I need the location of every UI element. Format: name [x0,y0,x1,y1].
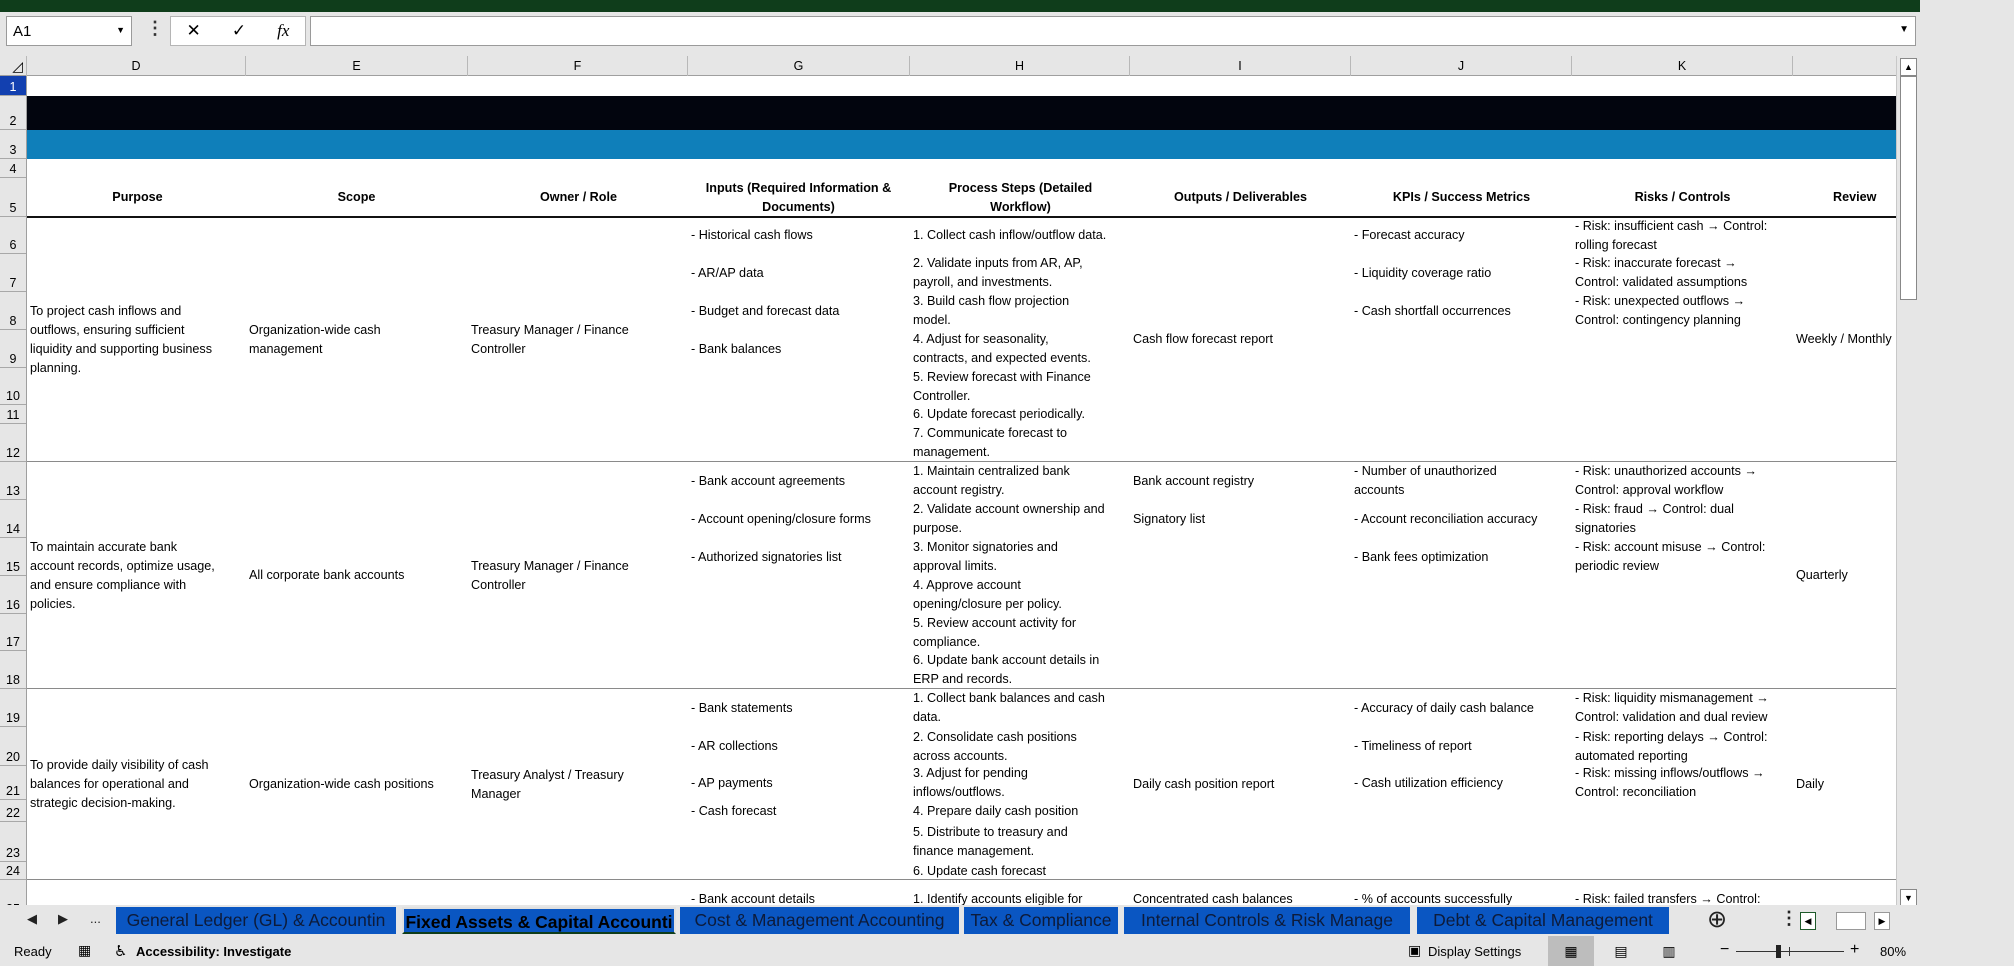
cell-text: - Risk: insufficient cash → Control: [1575,218,1768,233]
row-header[interactable]: 13 [0,462,26,500]
cell-kpis-item[interactable] [1351,500,1572,538]
scroll-down-icon[interactable]: ▼ [1900,889,1917,907]
cell-process-item[interactable] [910,614,1131,651]
next-sheet-icon[interactable]: ▶ [58,911,68,926]
cell-text: planning. [30,360,82,375]
row-header[interactable]: 15 [0,538,26,576]
cell-text: 4. Prepare daily cash position [913,803,1079,818]
cell-text: - Account opening/closure forms [691,511,871,526]
cell-inputs-item[interactable] [688,292,909,330]
cell-text: strategic decision-making. [30,796,176,810]
cell-text: accounts [1354,483,1405,497]
cell-risks-item[interactable] [1572,292,1793,330]
column-header-I[interactable]: I [1130,56,1351,76]
cell-text: opening/closure per policy. [913,597,1062,611]
title-band [27,96,1896,130]
cell-text: outflows, ensuring sufficient [30,322,185,337]
cell-text: across accounts. [913,748,1008,763]
cell-risks-item[interactable] [1572,538,1793,576]
cell-scope[interactable] [246,217,467,462]
cell-outputs-item[interactable] [1130,462,1351,500]
cell-outputs-item[interactable] [1130,500,1351,538]
cell-text: ERP and records. [913,672,1013,686]
cell-text: To maintain accurate bank [30,539,178,554]
select-all-button[interactable]: ◿ [0,56,27,76]
title-strip [0,0,1920,12]
row-header[interactable]: 3 [0,130,26,159]
cell-text: inflows/outflows. [913,785,1005,799]
cell-owner[interactable] [468,217,689,462]
cell-text: account records, optimize usage, [30,558,215,573]
cell-text: - Account reconciliation accuracy [1354,511,1538,526]
header-kpis [1351,178,1572,217]
cell-text: policies. [30,596,76,611]
cell-inputs-item[interactable] [688,766,909,800]
cell-inputs-item[interactable] [688,689,909,727]
header-scope [246,178,467,217]
cell-text: Daily [1796,777,1824,791]
cell-text: Treasury Manager / Finance [471,558,629,573]
page-break-view-icon[interactable]: ▥ [1662,943,1676,959]
cell-text: - Timeliness of report [1354,739,1472,753]
zoom-slider[interactable] [1736,951,1844,952]
cell-process-item[interactable] [910,500,1131,538]
status-mode: Ready [14,944,52,959]
row-header[interactable]: 14 [0,500,26,538]
column-header-K[interactable]: K [1572,56,1793,76]
column-header-J[interactable]: J [1351,56,1572,76]
cell-process-item[interactable] [910,330,1131,368]
row-header[interactable]: 2 [0,96,26,130]
cell-kpis-item[interactable] [1351,462,1572,500]
column-header-G[interactable]: G [688,56,910,76]
zoom-out-button[interactable]: − [1720,941,1730,958]
row-header[interactable]: 5 [0,178,26,217]
row-header[interactable]: 1 [0,76,26,96]
cell-text: finance management. [913,844,1035,858]
cell-text: - Authorized signatories list [691,549,842,564]
cell-owner[interactable] [468,462,689,689]
cell-outputs[interactable] [1130,689,1351,880]
cell-scope[interactable] [246,462,467,689]
sheet-tab[interactable]: Tax & Compliance [964,907,1120,934]
cell-text: - Number of unauthorized [1354,464,1497,478]
cell-process-item[interactable] [910,822,1131,862]
cell-risks-item[interactable] [1572,254,1793,292]
name-box-value: A1 [13,23,32,40]
cell-inputs-item[interactable] [688,727,909,766]
cell-text: - Risk: unauthorized accounts → [1575,464,1757,478]
cell-inputs-item[interactable] [688,462,909,500]
cell-process-item[interactable] [910,651,1131,689]
cell-text: management. [913,445,991,459]
cell-risks-item[interactable] [1572,766,1793,800]
row-header[interactable]: 10 [0,368,26,405]
cell-process-item[interactable] [910,727,1131,766]
macro-record-icon[interactable]: ▦ [78,942,92,958]
cell-text: Manager [471,786,521,801]
insert-function-icon[interactable]: fx [277,21,290,40]
zoom-slider-thumb[interactable] [1776,945,1781,958]
cell-risks-item[interactable] [1572,217,1793,254]
cell-text: - Cash utilization efficiency [1354,775,1503,790]
prev-sheet-icon[interactable]: ◀ [27,911,37,926]
cell-process-item[interactable] [910,368,1131,405]
cell-text: 2. Validate account ownership and [913,502,1105,516]
cell-text: - Forecast accuracy [1354,228,1465,242]
cell-text: Organization-wide cash positions [249,777,434,791]
cell-inputs-item[interactable] [688,500,909,538]
cell-text: signatories [1575,521,1636,535]
cell-text: - % of accounts successfully [1354,891,1513,906]
cell-text: Control: contingency planning [1575,313,1741,327]
cell-risks-item[interactable] [1572,727,1793,766]
cell-inputs-item[interactable] [688,254,909,292]
cell-kpis-item[interactable] [1351,727,1572,766]
row-header[interactable]: 6 [0,217,26,254]
cell-text: balances for operational and [30,777,189,791]
cell-text: Bank account registry [1133,473,1255,488]
cell-text: compliance. [913,634,981,649]
header-line: KPIs / Success Metrics [1392,190,1531,204]
worksheet-grid[interactable] [27,76,1896,905]
row-header[interactable]: 24 [0,862,26,880]
column-header-D[interactable]: D [27,56,246,76]
cell-purpose[interactable] [27,462,248,689]
cell-text: - AR collections [691,739,778,753]
more-sheets-button[interactable]: ... [90,911,101,926]
cell-text: periodic review [1575,559,1659,573]
header-line: Risks / Controls [1634,190,1731,204]
cell-process-item[interactable] [910,254,1131,292]
cell-text: - Accuracy of daily cash balance [1354,700,1534,715]
header-line: Outputs / Deliverables [1174,190,1307,204]
sheet-tab[interactable]: Internal Controls & Risk Manage [1124,907,1412,934]
cell-text: Control: reconciliation [1575,785,1697,799]
zoom-level[interactable]: 80% [1880,944,1907,959]
formula-buttons [170,16,306,46]
row-header[interactable]: 21 [0,766,26,800]
cell-text: 3. Adjust for pending [913,766,1028,780]
header-line: Process Steps (Detailed [948,180,1093,195]
cell-inputs-item[interactable] [688,800,909,822]
header-inputs [688,178,909,217]
tab-scroll-right-icon[interactable]: ▶ [1874,912,1890,930]
header-risks [1572,178,1793,217]
cell-text: 5. Distribute to treasury and [913,825,1068,839]
cell-text: Daily cash position report [1133,777,1275,791]
cell-text: 3. Build cash flow projection [913,294,1070,308]
cell-text: To project cash inflows and [30,303,182,318]
cell-text: - Risk: reporting delays → Control: [1575,729,1768,744]
cell-text: - Risk: account misuse → Control: [1575,540,1766,554]
cell-text: liquidity and supporting business [30,341,213,356]
cell-kpis-item[interactable] [1351,766,1572,800]
cell-text: Quarterly [1796,568,1848,582]
zoom-in-button[interactable]: + [1850,941,1860,958]
header-process [910,178,1131,217]
tab-scroll-box[interactable] [1836,912,1866,930]
cell-process-item[interactable] [910,292,1131,330]
cell-text: Concentrated cash balances [1133,891,1293,906]
cell-process-item[interactable] [910,462,1131,500]
cell-text: and ensure compliance with [30,577,187,592]
sheet-tab[interactable]: Fixed Assets & Capital Accounti [402,907,676,934]
header-line: Purpose [112,190,163,204]
cell-inputs-item[interactable] [688,217,909,254]
sheet-tab-bar [0,905,1920,936]
cell-text: - Risk: missing inflows/outflows → [1575,766,1765,780]
column-headers [0,56,1896,76]
scroll-up-icon[interactable]: ▲ [1900,58,1917,76]
header-line: Scope [337,190,376,204]
formula-input[interactable] [310,16,1916,46]
add-sheet-icon[interactable]: ⊕ [1707,906,1728,933]
cell-process-item[interactable] [910,576,1131,614]
cell-text: data. [913,710,942,724]
cell-text: - AP payments [691,775,773,790]
cell-process-item[interactable] [910,424,1131,462]
header-line: Documents) [762,199,835,214]
chevron-down-icon[interactable]: ▼ [116,25,125,35]
accessibility-icon[interactable]: ♿︎ [114,943,128,960]
column-header-H[interactable]: H [910,56,1130,76]
tab-options-icon[interactable]: ⋮ [1780,908,1798,928]
scrollbar-thumb[interactable] [1900,76,1917,300]
normal-view-icon[interactable]: ▦ [1548,936,1594,966]
cell-kpis-item[interactable] [1351,538,1572,576]
row-header[interactable]: 12 [0,424,26,462]
cell-text: 6. Update cash forecast [913,863,1047,878]
accessibility-status[interactable]: Accessibility: Investigate [136,944,292,959]
cell-text: - Budget and forecast data [691,303,840,318]
cell-text: - Bank account details [691,891,815,906]
header-purpose [27,178,248,217]
cell-text: 1. Maintain centralized bank [913,464,1070,478]
column-header-L[interactable] [1793,56,1897,76]
cell-text: - Risk: fraud → Control: dual [1575,502,1734,516]
cell-scope[interactable] [246,689,467,880]
cell-text: Treasury Analyst / Treasury [471,767,624,782]
sheet-tab[interactable]: Cost & Management Accounting [680,907,961,934]
header-line: Inputs (Required Information & [705,180,892,195]
enter-icon[interactable]: ✓ [231,21,247,40]
cell-text: To provide daily visibility of cash [30,758,209,772]
row-header[interactable]: 8 [0,292,26,330]
name-box[interactable] [6,16,132,46]
cell-text: model. [913,313,951,327]
row-header[interactable]: 11 [0,405,26,424]
cell-process-item[interactable] [910,405,1131,424]
cell-text: - Risk: failed transfers → Control: [1575,891,1761,906]
display-settings-button[interactable]: Display Settings [1428,944,1522,959]
row-header[interactable]: 22 [0,800,26,822]
header-line: Owner / Role [540,190,617,204]
cell-text: Treasury Manager / Finance [471,322,629,337]
cell-process-item[interactable] [910,766,1131,800]
page-layout-view-icon[interactable]: ▤ [1614,943,1628,959]
vertical-scrollbar[interactable] [1896,56,1920,905]
cell-risks-item[interactable] [1572,500,1793,538]
cell-kpis-item[interactable] [1351,689,1572,727]
row-header[interactable]: 20 [0,727,26,766]
cell-text: - Risk: unexpected outflows → [1575,294,1746,308]
column-header-F[interactable]: F [468,56,688,76]
cell-text: - Cash forecast [691,803,777,818]
cell-text: Controller. [913,388,971,403]
cell-text: Controller [471,341,526,356]
row-header[interactable]: 16 [0,576,26,614]
cell-text: 1. Identify accounts eligible for [913,891,1083,906]
row-header[interactable]: 17 [0,614,26,651]
cell-text: 4. Approve account [913,578,1021,592]
cell-outputs[interactable] [1130,217,1351,462]
row-header[interactable]: 7 [0,254,26,292]
cell-text: 5. Review forecast with Finance [913,369,1091,384]
cell-process-item[interactable] [910,862,1131,880]
cell-text: Control: validation and dual review [1575,710,1768,724]
sheet-tab[interactable]: General Ledger (GL) & Accountin [116,907,398,934]
cell-risks-item[interactable] [1572,462,1793,500]
cell-process-item[interactable] [910,217,1131,254]
cell-text: 1. Collect cash inflow/outflow data. [913,228,1107,242]
cell-risks-item[interactable] [1572,689,1793,727]
cell-inputs-item[interactable] [688,330,909,368]
column-header-E[interactable]: E [246,56,468,76]
cell-text: Controller [471,577,526,592]
expand-formula-bar-icon[interactable]: ▼ [1899,24,1909,35]
cell-text: Weekly / Monthly [1796,332,1892,346]
tab-scroll-left-icon[interactable]: ◀ [1800,912,1816,930]
cell-text: 4. Adjust for seasonality, [913,332,1049,346]
cell-text: 6. Update forecast periodically. [913,407,1085,421]
row-header[interactable]: 4 [0,159,26,178]
cell-text: approval limits. [913,559,997,573]
cell-text: - Risk: inaccurate forecast → [1575,256,1737,270]
cell-text: - AR/AP data [691,265,764,280]
status-bar [0,936,1920,966]
cell-purpose[interactable] [27,689,248,880]
cell-text: management [249,341,323,356]
cell-text: account registry. [913,483,1005,497]
cell-text: - Cash shortfall occurrences [1354,303,1511,318]
cell-text: Control: approval workflow [1575,483,1724,497]
zoom-slider-midmark [1789,947,1790,956]
cell-text: purpose. [913,521,963,535]
row-header[interactable]: 9 [0,330,26,368]
more-options-icon[interactable]: ⋮ [146,18,164,38]
header-owner [468,178,689,217]
cell-text: 5. Review account activity for [913,615,1077,630]
header-outputs [1130,178,1351,217]
header-line: Workflow) [990,199,1051,214]
cell-text: rolling forecast [1575,237,1657,252]
cell-text: 7. Communicate forecast to [913,426,1067,440]
cell-text: 2. Validate inputs from AR, AP, [913,256,1083,270]
row-header[interactable]: 19 [0,689,26,727]
cell-text: 3. Monitor signatories and [913,540,1058,554]
cell-text: All corporate bank accounts [249,568,405,582]
cell-process-item[interactable] [910,800,1131,822]
cell-text: - Bank fees optimization [1354,549,1489,564]
cell-text: - Liquidity coverage ratio [1354,265,1492,280]
cell-owner[interactable] [468,689,689,880]
row-headers [0,76,27,905]
cell-kpis-item[interactable] [1351,217,1572,254]
display-settings-icon[interactable]: ▣ [1408,942,1422,958]
cell-text: Organization-wide cash [249,322,381,337]
subtitle-band [27,130,1896,159]
cell-text: - Bank statements [691,700,793,715]
cell-text: - Historical cash flows [691,228,813,242]
cell-text: payroll, and investments. [913,275,1053,289]
row-header[interactable]: 23 [0,822,26,862]
cell-inputs-item[interactable] [688,538,909,576]
row-header[interactable]: 18 [0,651,26,689]
sheet-tab[interactable]: Debt & Capital Management [1417,907,1671,934]
cell-kpis-item[interactable] [1351,292,1572,330]
cell-text: Control: validated assumptions [1575,275,1748,289]
cell-text: Signatory list [1133,511,1206,526]
cell-text: contracts, and expected events. [913,351,1091,365]
cell-text: 6. Update bank account details in [913,653,1100,667]
header-line: Review [1833,190,1877,204]
cell-text: - Risk: liquidity mismanagement → [1575,691,1769,705]
cell-text: Cash flow forecast report [1133,332,1273,346]
cell-text: - Bank balances [691,341,782,356]
cell-purpose[interactable] [27,217,248,462]
cell-text: - Bank account agreements [691,473,846,488]
cell-text: automated reporting [1575,748,1688,763]
cell-kpis-item[interactable] [1351,254,1572,292]
cell-text: 1. Collect bank balances and cash [913,691,1105,705]
cancel-icon[interactable]: ✕ [186,21,201,40]
cell-process-item[interactable] [910,538,1131,576]
cell-text: 2. Consolidate cash positions [913,729,1077,744]
cell-process-item[interactable] [910,689,1131,727]
